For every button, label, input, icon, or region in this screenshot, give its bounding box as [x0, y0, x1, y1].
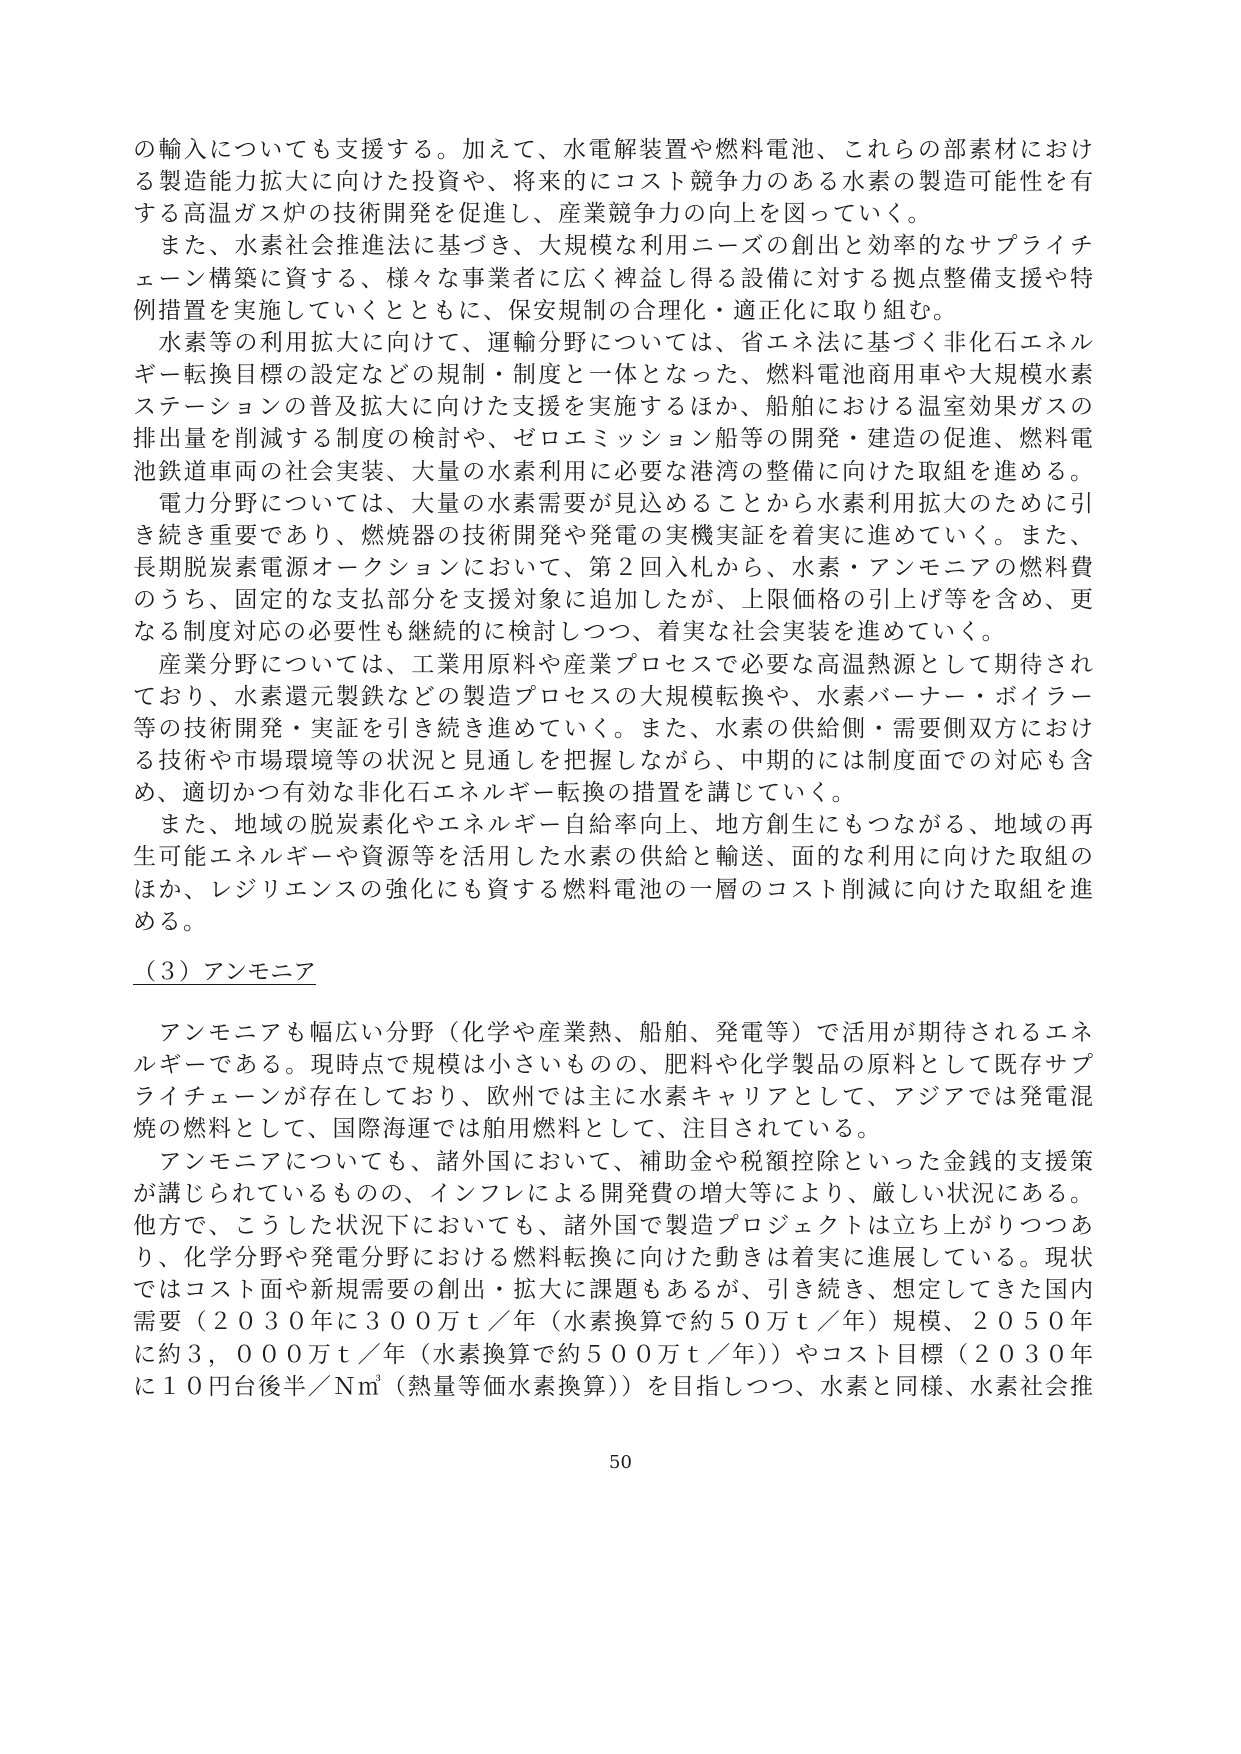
text-line: 生可能エネルギーや資源等を活用した水素の供給と輸送、面的な利用に向けた取組の	[133, 844, 1096, 871]
text-line: 例措置を実施していくとともに、保安規制の合理化・適正化に取り組む。	[133, 297, 958, 324]
paragraph	[133, 649, 1096, 810]
text-line: に１０円台後半／Ｎ㎥（熱量等価水素換算））を目指しつつ、水素と同様、水素社会推	[133, 1373, 1095, 1400]
text-line: り、化学分野や発電分野における燃料転換に向けた動きは着実に進展している。現状	[133, 1245, 1096, 1272]
text-line: ェーン構築に資する、様々な事業者に広く裨益し得る設備に対する拠点整備支援や特	[133, 265, 1096, 292]
text-line: 需要（２０３０年に３００万ｔ／年（水素換算で約５０万ｔ／年）規模、２０５０年	[133, 1309, 1096, 1336]
text-line: に約３，０００万ｔ／年（水素換算で約５００万ｔ／年））やコスト目標（２０３０年	[133, 1341, 1095, 1368]
section-heading: （３）アンモニア	[133, 959, 317, 985]
text-line: アンモニアも幅広い分野（化学や産業熱、船舶、発電等）で活用が期待されるエネ	[133, 1020, 1096, 1046]
text-line: ライチェーンが存在しており、欧州では主に水素キャリアとして、アジアでは発電混	[133, 1084, 1096, 1111]
body-text-block	[133, 134, 1096, 938]
text-line: める。	[133, 908, 208, 935]
paragraph	[133, 327, 1096, 488]
text-line: 水素等の利用拡大に向けて、運輸分野については、省エネ法に基づく非化石エネル	[133, 329, 1096, 356]
text-line: 他方で、こうした状況下においても、諸外国で製造プロジェクトは立ち上がりつつあ	[133, 1212, 1096, 1239]
paragraph	[133, 1017, 1096, 1146]
text-line: め、適切かつ有効な非化石エネルギー転換の措置を講じていく。	[133, 780, 857, 807]
text-line: 産業分野については、工業用原料や産業プロセスで必要な高温熱源として期待され	[133, 651, 1096, 678]
text-line: また、水素社会推進法に基づき、大規模な利用ニーズの創出と効率的なサプライチ	[133, 233, 1096, 260]
text-line: 等の技術開発・実証を引き続き進めていく。また、水素の供給側・需要側双方におけ	[133, 715, 1096, 742]
paragraph	[133, 134, 1096, 230]
text-line: ており、水素還元製鉄などの製造プロセスの大規模転換や、水素バーナー・ボイラー	[133, 683, 1096, 710]
paragraph	[133, 230, 1096, 326]
page-number: 50	[609, 1452, 632, 1473]
text-line: のうち、固定的な支払部分を支援対象に追加したが、上限価格の引上げ等を含め、更	[133, 587, 1096, 614]
text-line: 焼の燃料として、国際海運では舶用燃料として、注目されている。	[133, 1116, 883, 1143]
text-line: ではコスト面や新規需要の創出・拡大に課題もあるが、引き続き、想定してきた国内	[133, 1277, 1096, 1304]
text-line: する高温ガス炉の技術開発を促進し、産業競争力の向上を図っていく。	[133, 201, 933, 228]
text-line: ステーションの普及拡大に向けた支援を実施するほか、船舶における温室効果ガスの	[133, 394, 1096, 421]
text-line: 電力分野については、大量の水素需要が見込めることから水素利用拡大のために引	[133, 490, 1096, 517]
text-line: ギー転換目標の設定などの規制・制度と一体となった、燃料電池商用車や大規模水素	[133, 362, 1096, 389]
text-line: き続き重要であり、燃焼器の技術開発や発電の実機実証を着実に進めていく。また、	[133, 522, 1096, 549]
paragraph	[133, 1146, 1096, 1403]
text-line: の輸入についても支援する。加えて、水電解装置や燃料電池、これらの部素材におけ	[133, 137, 1096, 163]
text-line: る技術や市場環境等の状況と見通しを把握しながら、中期的には制度面での対応も含	[133, 747, 1096, 774]
text-line: が講じられているものの、インフレによる開発費の増大等により、厳しい状況にある。	[133, 1180, 1095, 1207]
section-body-text	[133, 1017, 1096, 1403]
paragraph	[133, 809, 1096, 938]
text-line: ほか、レジリエンスの強化にも資する燃料電池の一層のコスト削減に向けた取組を進	[133, 876, 1096, 903]
text-line: る製造能力拡大に向けた投資や、将来的にコスト競争力のある水素の製造可能性を有	[133, 169, 1096, 196]
text-line: 排出量を削減する制度の検討や、ゼロエミッション船等の開発・建造の促進、燃料電	[133, 426, 1096, 453]
text-line: アンモニアについても、諸外国において、補助金や税額控除といった金銭的支援策	[133, 1148, 1096, 1175]
text-line: また、地域の脱炭素化やエネルギー自給率向上、地方創生にもつながる、地域の再	[133, 812, 1096, 839]
text-line: ルギーである。現時点で規模は小さいものの、肥料や化学製品の原料として既存サプ	[133, 1052, 1096, 1079]
text-line: なる制度対応の必要性も継続的に検討しつつ、着実な社会実装を進めていく。	[133, 619, 1007, 646]
text-line: 池鉄道車両の社会実装、大量の水素利用に必要な港湾の整備に向けた取組を進める。	[133, 458, 1096, 485]
text-line: 長期脱炭素電源オークションにおいて、第２回入札から、水素・アンモニアの燃料費	[133, 555, 1096, 582]
paragraph	[133, 488, 1096, 649]
